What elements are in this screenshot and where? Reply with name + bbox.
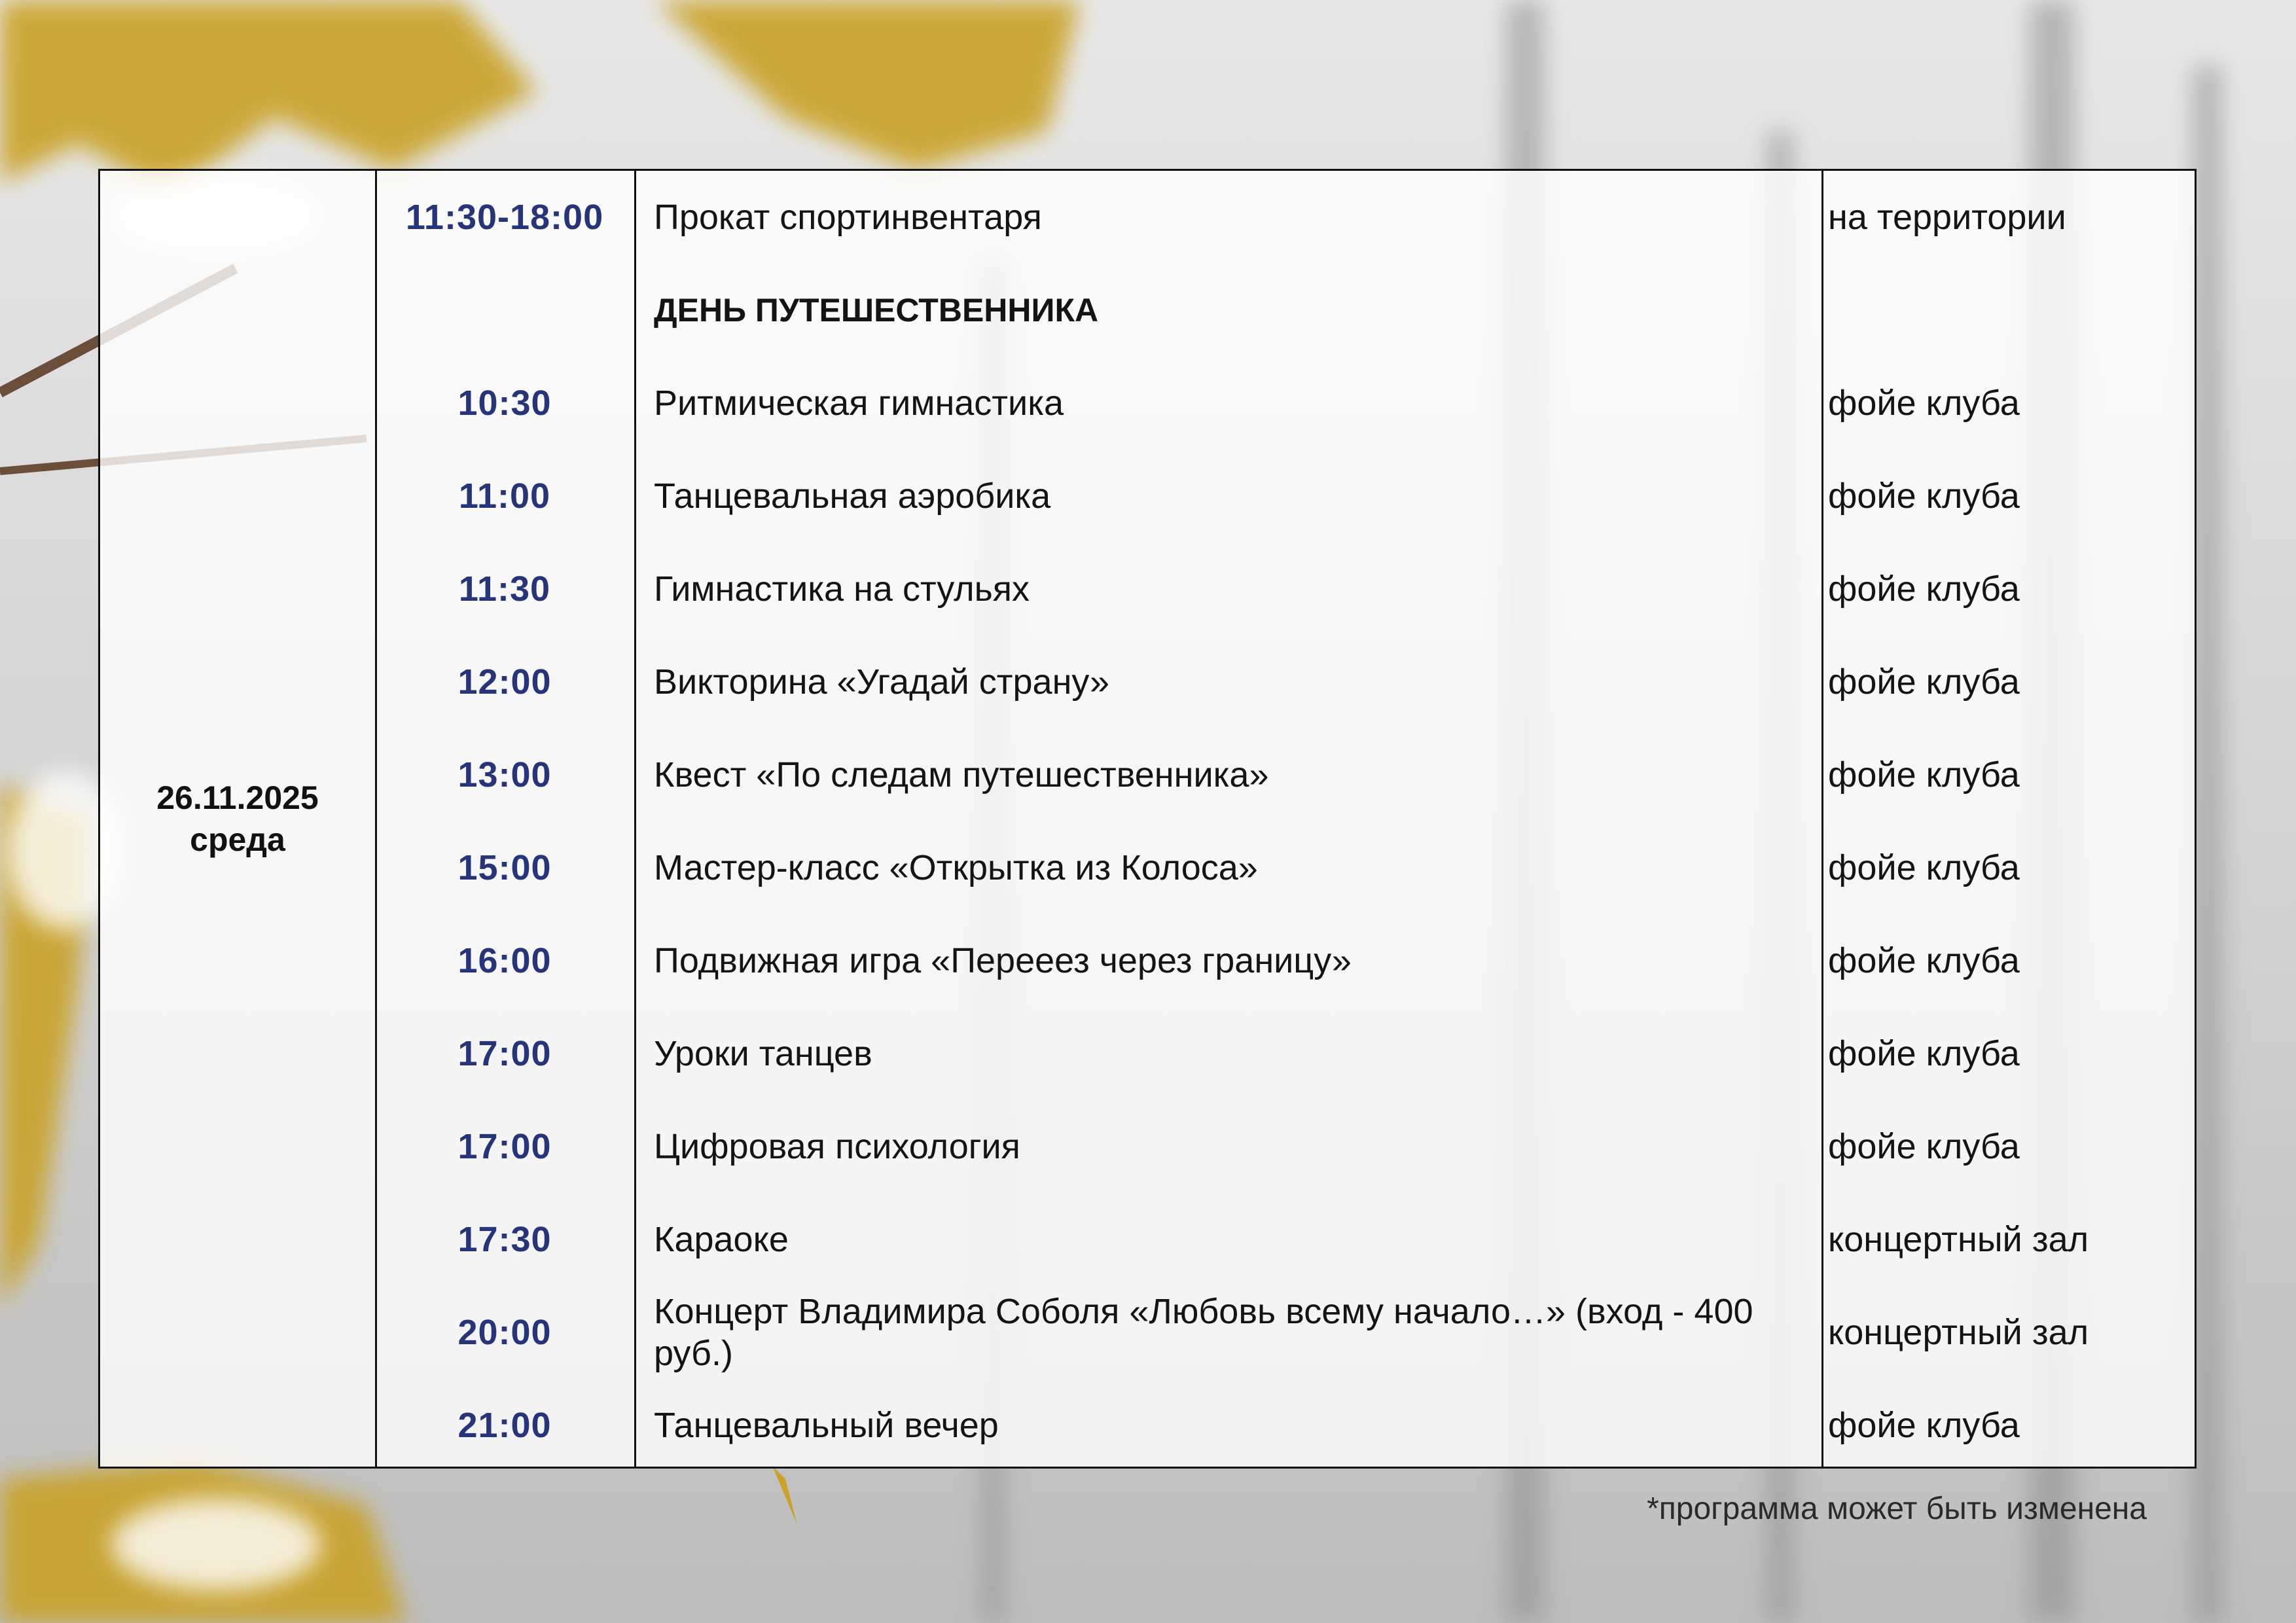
row-place: на территории	[1828, 198, 2066, 237]
row-place: концертный зал	[1828, 1220, 2089, 1259]
event-weekday: среда	[190, 821, 285, 858]
schedule-table	[98, 169, 2197, 1469]
row-place: фойе клуба	[1828, 1127, 2020, 1166]
row-place: фойе клуба	[1828, 476, 2020, 516]
row-event: Квест «По следам путешественника»	[654, 755, 1269, 794]
row-event: Танцевальный вечер	[654, 1406, 999, 1445]
row-time: 15:00	[457, 848, 552, 887]
row-time: 17:00	[457, 1034, 552, 1073]
row-event: Ритмическая гимнастика	[654, 383, 1064, 423]
row-event: Караоке	[654, 1220, 789, 1259]
row-place: фойе клуба	[1828, 569, 2020, 609]
table-row-heading	[375, 264, 2195, 357]
row-event: Гимнастика на стульях	[654, 569, 1030, 609]
row-event: Подвижная игра «Перееез через границу»	[654, 941, 1352, 980]
table-row	[375, 821, 2195, 914]
schedule-rows	[375, 171, 2195, 1467]
table-row	[375, 1286, 2195, 1379]
row-place: фойе клуба	[1828, 383, 2020, 423]
table-row	[375, 1100, 2195, 1193]
date-cell	[100, 171, 375, 1467]
row-event: Цифровая психология	[654, 1127, 1020, 1166]
row-time: 16:00	[457, 941, 552, 980]
table-row	[375, 450, 2195, 543]
row-place: фойе клуба	[1828, 1406, 2020, 1445]
footnote: *программа может быть изменена	[1647, 1491, 2147, 1526]
row-time: 20:00	[457, 1313, 552, 1352]
row-time: 12:00	[457, 662, 552, 702]
row-place: фойе клуба	[1828, 755, 2020, 794]
row-event: Прокат спортинвентаря	[654, 198, 1042, 237]
row-event: Викторина «Угадай страну»	[654, 662, 1110, 702]
row-event: Мастер-класс «Открытка из Колоса»	[654, 848, 1258, 887]
row-time: 10:30	[457, 383, 552, 423]
table-row	[375, 1193, 2195, 1286]
event-date: 26.11.2025	[156, 779, 319, 816]
row-time: 21:00	[457, 1406, 552, 1445]
row-time: 11:00	[458, 476, 551, 516]
row-time: 17:30	[457, 1220, 552, 1259]
table-row	[375, 1007, 2195, 1100]
table-row	[375, 171, 2195, 264]
row-place: фойе клуба	[1828, 1034, 2020, 1073]
row-place: фойе клуба	[1828, 662, 2020, 702]
table-row	[375, 543, 2195, 635]
section-heading: ДЕНЬ ПУТЕШЕСТВЕННИКА	[654, 292, 1099, 329]
table-row	[375, 728, 2195, 821]
row-event: Концерт Владимира Соболя «Любовь всему начало…» (вход - 400 руб.)	[654, 1292, 1753, 1373]
row-place: концертный зал	[1828, 1313, 2089, 1352]
row-time: 13:00	[457, 755, 552, 794]
table-row	[375, 914, 2195, 1007]
table-row	[375, 635, 2195, 728]
row-place: фойе клуба	[1828, 941, 2020, 980]
table-row	[375, 357, 2195, 450]
row-time: 17:00	[457, 1127, 552, 1166]
row-time: 11:30	[458, 569, 551, 609]
row-event: Уроки танцев	[654, 1034, 872, 1073]
row-event: Танцевальная аэробика	[654, 476, 1051, 516]
row-time: 11:30-18:00	[405, 198, 604, 237]
table-row	[375, 1379, 2195, 1472]
row-place: фойе клуба	[1828, 848, 2020, 887]
